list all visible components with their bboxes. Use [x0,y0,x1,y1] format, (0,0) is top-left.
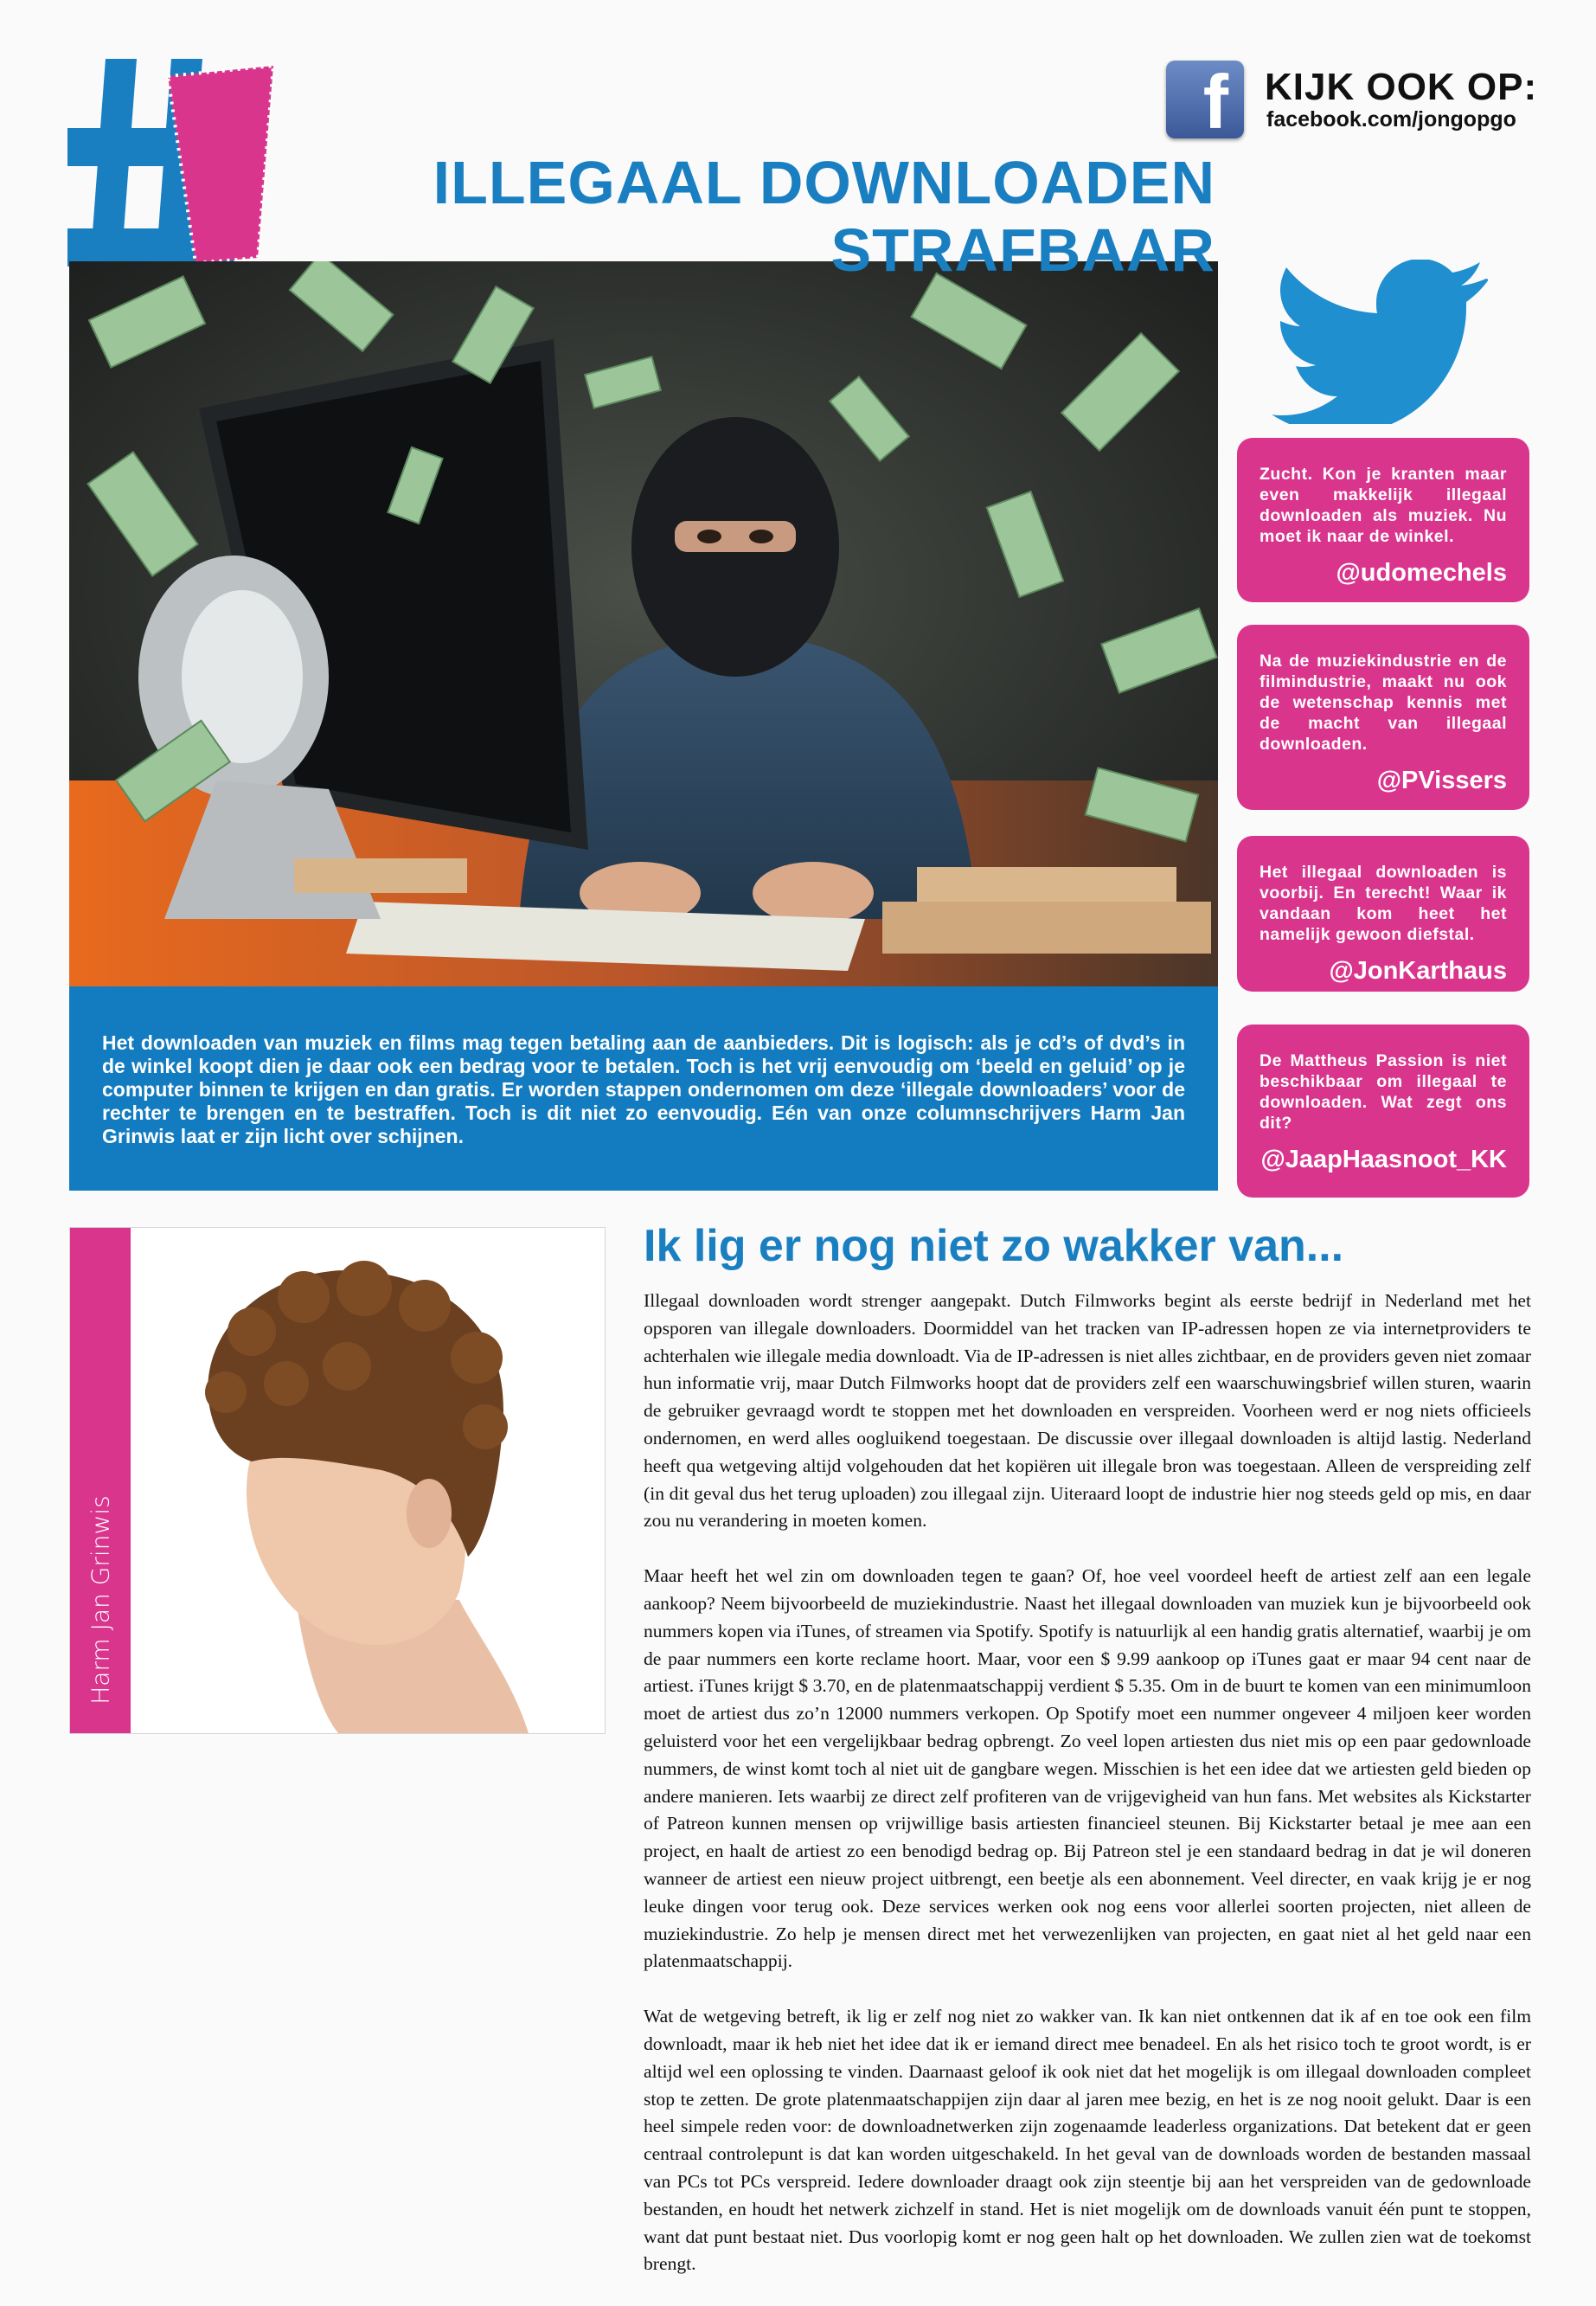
hero-illustration [69,261,1218,986]
tweet-handle[interactable]: @JonKarthaus [1329,957,1507,985]
article-body [644,1288,1531,2306]
article-paragraph: Maar heeft het wel zin om downloaden tegen te gaan? Of, hoe veel voordeel heeft de artiest zelf aan een legale aankoop? Neem bijvoorbeeld de muziekindustrie. Naast het illegaal downloaden van muziek kun je bijvoorbeeld ook nummers kopen via iTunes, of streamen via Spotify. Spotify is natuurlijk al een handig gratis alternatief, waarbij je om de paar nummers een korte reclame hoort. Maar, voor een $ 9.99 aankoop op iTunes gaat er maar 94 cent naar de artiest. iTunes krijgt $ 3.70, en de platenmaatschappij verdient $ 5.35. Om in de buurt te komen van een minimumloon moet de artiest dus zo’n 12000 nummers verkopen. Op Spotify moet een nummer ongeveer 4 miljoen keer worden geluisterd voor het een vergelijkbaar bedrag opbrengt. Zo veel lopen artiesten dus niet mis op een paar gedownloade nummers, de winst komt toch al niet uit de gangbare wegen. Misschien is het een idee dat we artiesten geld bieden op andere manieren. Iets waarbij ze direct zelf profiteren van de vrijgevigheid van hun fans. Met websites als Kickstarter of Patreon kunnen mensen op vrijwillige basis artiesten financieel steunen. Bij Kickstarter betaal je mee aan een project, en haalt de artiest zo een benodigd bedrag op. Bij Patreon stel je een standaard bedrag in dat je wil doneren wanneer de artiest een nieuw project uitbrengt, een beetje als een abonnement. Veel directer, en vaak krijg je er nog leuke dingen voor terug ook. Deze services werken ook nog eens voor allerlei soorten projecten, niet alleen de muziekindustrie. Zo help je mensen direct met het verwezenlijken van projecten, en gaat niet al het geld naar een platenmaatschappij. [644,1565,1531,1972]
facebook-label: KIJK OOK OP: [1265,66,1538,108]
article-paragraph: Illegaal downloaden wordt strenger aangepakt. Dutch Filmworks begint als eerste bedrijf in Nederland met het opsporen van illegale downloaders. Doormiddel van het tracken van IP-adressen hopen ze via internetproviders te achterhalen wie illegale media downloadt. Via de IP-adressen is niet alles zichtbaar, en de providers geven niet zomaar hun informatie vrij, maar Dutch Filmworks hoopt dat de providers zelf een waarschuwingsbrief willen sturen, waarin de gebruiker gevraagd wordt te stoppen met het downloaden en verspreiden. Voorheen werd er nog niets officieels ondernomen, en werd alles oogluikend toegestaan. De discussie over illegaal downloaden is altijd lastig. Nederland heeft qua wetgeving altijd volgehouden dat het kopiëren uit illegale bron was toegestaan. Alleen de verspreiding zelf (in dit geval dus het terug uploaden) zou illegaal zijn. Uiteraard loopt de industrie hier nog steeds geld op mis, en daar zou nu verandering in moeten komen. [644,1290,1531,1532]
tweet-card [1237,438,1529,602]
tweet-text: Het illegaal downloaden is voorbij. En terecht! Waar ik vandaan kom heet het namelijk gewoon diefstal. [1259,863,1507,944]
tweet-handle[interactable]: @JaapHaasnoot_KK [1260,1146,1507,1173]
intro-text-box: Het downloaden van muziek en films mag tegen betaling aan de aanbieders. Dit is logisch: als je cd’s of dvd’s in de winkel koopt dien je daar ook een bedrag voor te betalen. Toch is het vrij eenvoudig om ‘beeld en geluid’ op je computer binnen te krijgen en dan gratis. Er worden stappen ondernomen om deze ‘illegale downloaders’ voor de rechter te brengen en te bestraffen. Toch is dit niet zo eenvoudig. Eén van onze columnschrijvers Harm Jan Grinwis laat er zijn licht over schijnen. [69,986,1218,1191]
page-title-line-2: STRAFBAAR [830,216,1215,284]
tweet-card [1237,625,1529,810]
tweet-text: De Mattheus Passion is niet beschikbaar om illegaal te downloaden. Wat zegt ons dit? [1259,1051,1507,1133]
facebook-icon[interactable]: f [1166,61,1244,138]
author-name: Harm Jan Grinwis [86,1495,115,1705]
page-title-line-1: ILLEGAAL DOWNLOADEN [433,149,1215,216]
hero-image-hacker [69,261,1218,986]
facebook-link[interactable]: facebook.com/jongopgo [1266,107,1516,132]
tweet-text: Na de muziekindustrie en de filmindustrie, maakt nu ook de wetenschap kennis met de macht van illegaal downloaden. [1259,652,1507,754]
tweet-card [1237,1025,1529,1198]
author-name-bar [70,1228,131,1733]
tweet-handle[interactable]: @PVissers [1376,767,1507,794]
author-photo [131,1228,605,1733]
twitter-bird-icon [1272,260,1488,424]
tweet-card [1237,836,1529,992]
tweet-text: Zucht. Kon je kranten maar even makkelijk illegaal downloaden als muziek. Nu moet ik naar de winkel. [1259,465,1507,546]
author-portrait [69,1227,606,1734]
article-paragraph: Wat de wetgeving betreft, ik lig er zelf nog niet zo wakker van. Ik kan niet ontkennen dat ik af en toe ook een film downloadt, maar ik heb niet het idee dat ik er iemand direct mee benadeel. En als het risico toch te groot wordt, is er altijd wel een oplossing te vinden. Daarnaast geloof ik ook niet dat het mogelijk is om illegaal downloaden compleet stop te zetten. De grote platenmaatschappijen zijn daar al jaren mee bezig, en het is ze nog nooit gelukt. Daar is een heel simpele reden voor: de downloadnetwerken zijn zogenaamde leaderless organizations. Dat betekent dat er geen centraal controlepunt is dat kan worden uitgeschakeld. In het geval van de downloads worden de bestanden massaal van PCs tot PCs verspreid. Iedere downloader draagt ook zijn steentje bij aan het verspreiden van de gedownloade bestanden, en houdt het netwerk zichzelf in stand. Het is niet mogelijk om de downloads vanuit één punt te stoppen, want dat punt bestaat niet. Dus voorlopig komt er nog geen halt op het downloaden. We zullen zien wat de toekomst brengt. [644,2006,1531,2275]
article-title: Ik lig er nog niet zo wakker van... [644,1221,1344,1271]
tweet-handle[interactable]: @udomechels [1336,559,1507,587]
